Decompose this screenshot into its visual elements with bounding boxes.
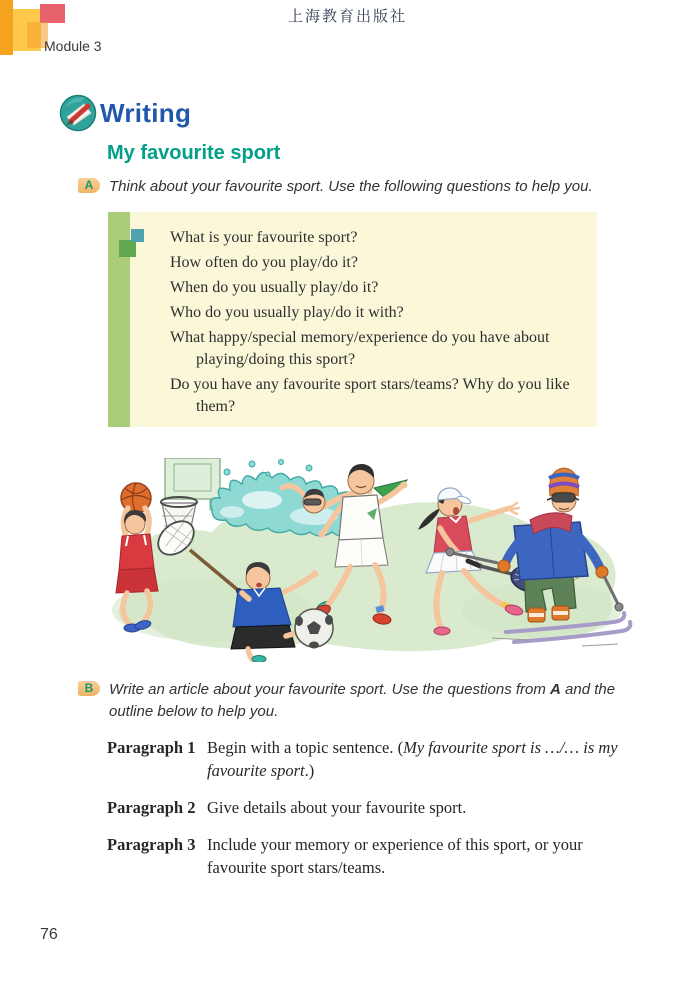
section-heading (59, 94, 191, 132)
question-item: When do you usually play/do it? (170, 279, 379, 296)
task-b-instruction-pre: Write an article about your favourite sport. Use the questions from (109, 681, 551, 698)
lesson-title: My favourite sport (107, 142, 281, 164)
questions-box (108, 212, 597, 427)
task-a-instruction: Think about your favourite sport. Use the following questions to help you. (109, 178, 593, 195)
page-number: 76 (40, 926, 58, 943)
paragraph-text-post: .) (304, 761, 315, 780)
question-item: Do you have any favourite sport stars/teams? Why do you like them? (170, 376, 570, 415)
outline-row (107, 833, 642, 879)
task-b-instruction-post: and the outline below to help you. (109, 681, 616, 720)
outline-row (107, 796, 642, 819)
question-item: How often do you play/do it? (170, 254, 358, 271)
question-item: What is your favourite sport? (170, 229, 358, 246)
question-item: What happy/special memory/experience do you have about playing/doing this sport? (170, 329, 550, 368)
writing-icon (59, 94, 97, 132)
question-item: Who do you usually play/do it with? (170, 304, 404, 321)
paragraph-text: Give details about your favourite sport. (207, 798, 467, 817)
task-a-badge: A (78, 178, 100, 193)
publisher-header: 上海教育出版社 (287, 9, 407, 25)
paragraph-text: Include your memory or experience of this sport, or your favourite sport stars/teams. (207, 835, 583, 877)
module-label: Module 3 (44, 38, 102, 54)
paragraph-text (207, 736, 631, 782)
green-square-icon (119, 240, 136, 257)
sports-illustration (62, 458, 635, 662)
task-b (78, 679, 626, 723)
outline (107, 736, 642, 893)
task-a (78, 176, 638, 198)
paragraph-label: Paragraph 3 (107, 835, 196, 854)
teal-square-icon (131, 229, 144, 242)
paragraph-label: Paragraph 1 (107, 738, 196, 757)
paragraph-label: Paragraph 2 (107, 798, 196, 817)
task-b-instruction-bold: A (550, 681, 561, 698)
section-title: Writing (100, 97, 192, 128)
task-b-badge: B (78, 681, 100, 696)
paragraph-text-pre: Begin with a topic sentence. ( (207, 738, 404, 757)
task-b-instruction (109, 679, 626, 723)
question-list (108, 212, 597, 418)
paragraph-text-italic: My favourite sport is …/… is my favourite sport (207, 738, 618, 780)
outline-row (107, 736, 642, 782)
